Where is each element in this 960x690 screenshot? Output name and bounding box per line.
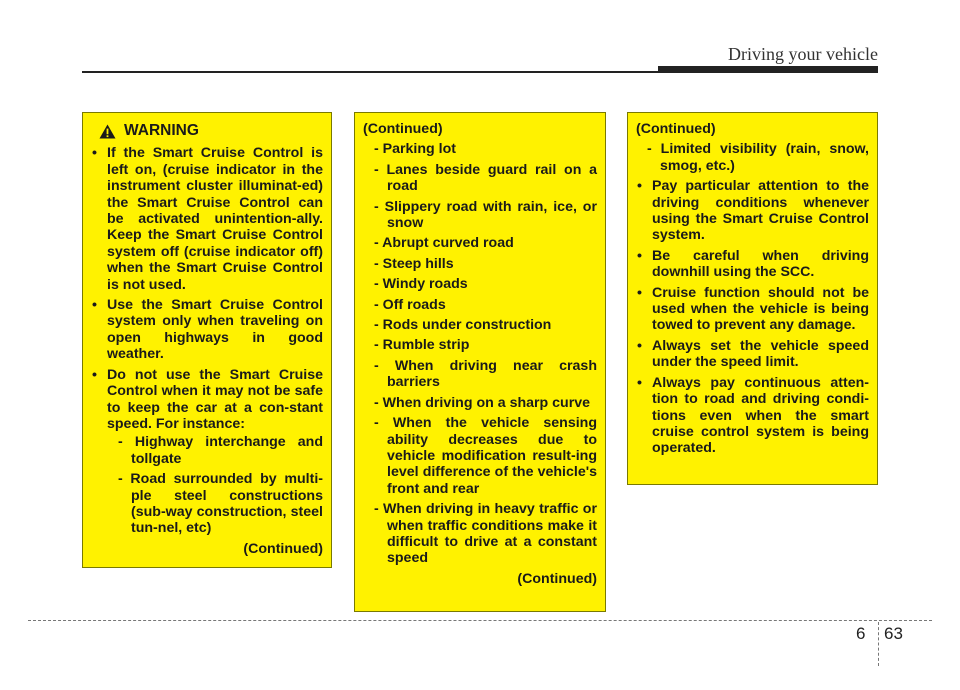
list-item: • Cruise function should not be used when the vehicle is being towed to prevent any damage. [636, 285, 869, 334]
list-item: - When driving near crash barriers [374, 357, 597, 391]
condition-list [636, 141, 869, 174]
section-title: Driving your vehicle [728, 44, 878, 64]
list-item: • Always pay continuous atten-tion to road and driving condi-tions even when the smart cruise control system is being operated. [636, 375, 869, 457]
warning-box [82, 112, 332, 568]
sub-list-item: - Highway interchange and tollgate [118, 434, 323, 467]
list-item: - When the vehicle sensing ability decreases due to vehicle modification result-ing level difference of the vehicle's front and rear [374, 415, 597, 497]
warning-bullet-list [91, 145, 323, 536]
continued-label: (Continued) [363, 121, 443, 137]
list-item: • Always set the vehicle speed under the speed limit. [636, 338, 869, 371]
list-item: - Limited visibility (rain, snow, smog, etc.) [647, 141, 869, 174]
warning-continued-box [354, 112, 606, 612]
list-item [91, 367, 323, 537]
page-number: 63 [884, 624, 903, 643]
list-item: - Steep hills [374, 255, 454, 272]
warning-sub-list [107, 434, 323, 536]
header-rule-accent [658, 66, 878, 73]
list-item: - Parking lot [374, 141, 456, 158]
list-item: • Use the Smart Cruise Control system only when traveling on open highways in good weather. [91, 297, 323, 363]
list-item: • If the Smart Cruise Control is left on, (cruise indicator in the instrument cluster illuminat-ed) the Smart Cruise Control can be activated unintention-ally. Keep the Smart Cruise Control system off (cruise indicator off) when the Smart Cruise Control is not used. [91, 145, 323, 293]
caution-bullet-list [636, 178, 869, 457]
list-item: - Lanes beside guard rail on a road [374, 161, 597, 195]
footer-divider [878, 622, 879, 666]
list-item: - When driving on a sharp curve [374, 394, 590, 411]
list-item: • Be careful when driving downhill using the SCC. [636, 248, 869, 281]
list-item: - Rumble strip [374, 337, 470, 354]
sub-list-item: - Road surrounded by multi-ple steel constructions (sub-way construction, steel tun-nel, etc) [118, 471, 323, 537]
continued-label: (Continued) [517, 570, 597, 587]
footer-rule [28, 620, 932, 621]
list-item-text: Do not use the Smart Cruise Control when it may not be safe to keep the car at a con-stant speed. For instance: [107, 366, 323, 432]
list-item: • Pay particular attention to the driving conditions whenever using the Smart Cruise Control system. [636, 178, 869, 244]
list-item: - Off roads [374, 296, 446, 313]
list-item: - Rods under construction [374, 317, 552, 334]
list-item: - Slippery road with rain, ice, or snow [374, 198, 597, 232]
warning-header [99, 123, 323, 139]
warning-triangle-icon [99, 124, 116, 139]
continued-label: (Continued) [243, 540, 323, 557]
continued-label: (Continued) [636, 121, 716, 137]
list-item: - When driving in heavy traffic or when traffic conditions make it difficult to drive at a constant speed [374, 501, 597, 567]
chapter-number: 6 [856, 624, 866, 643]
list-item: - Abrupt curved road [374, 235, 514, 252]
warning-final-box [627, 112, 878, 485]
list-item: - Windy roads [374, 276, 468, 293]
condition-list [363, 141, 597, 566]
warning-heading: WARNING [124, 122, 199, 139]
